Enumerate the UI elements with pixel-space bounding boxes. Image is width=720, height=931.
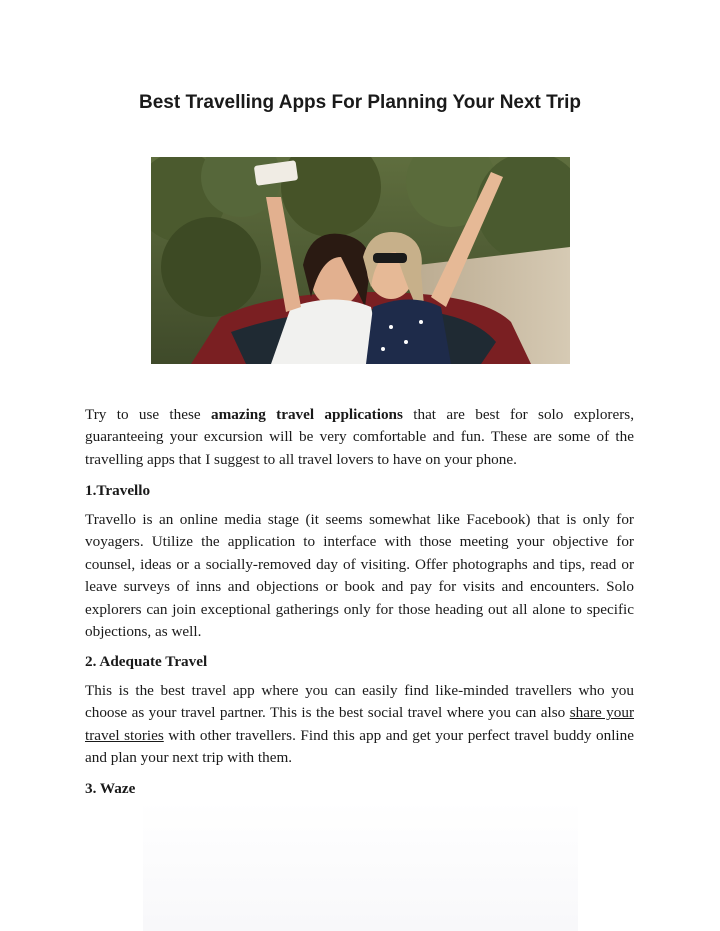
section-heading-travello: 1.Travello — [85, 482, 151, 499]
intro-bold-text: amazing travel applications — [210, 406, 403, 423]
photo-two-women-selfie-icon — [151, 157, 570, 364]
adequate-travel-text-before-link: This is the best travel app where you can easily find like-minded travellers who you choose as your travel partner. This is the best social travel where you can also — [85, 682, 634, 722]
section-heading-waze: 3. Waze — [85, 780, 136, 797]
share-travel-stories-link[interactable]: share your travel stories — [85, 704, 634, 744]
intro-paragraph — [85, 404, 634, 471]
adequate-travel-text-after-link: with other travellers. Find this app and get your perfect travel buddy online and plan your next trip with them. — [85, 726, 634, 767]
intro-lead-text: Try to use these — [85, 406, 211, 423]
page-bottom-fade — [143, 800, 578, 931]
intro-rest-text: that are best for solo explorers, guaranteeing your excursion will be very comfortable and fun. These are some of the travelling apps that I suggest to all travel lovers to have on your phone. — [85, 406, 634, 468]
section-paragraph-adequate-travel — [85, 680, 634, 770]
page-title: Best Travelling Apps For Planning Your Next Trip — [138, 92, 581, 113]
section-heading-adequate-travel: 2. Adequate Travel — [85, 653, 208, 670]
section-paragraph-travello: Travello is an online media stage (it seems somewhat like Facebook) that is only for voyagers. Utilize the application to interface with those meeting your objective for counsel, ideas or a socially-removed day of visiting. Offer photographs and tips, read or leave surveys of inns and objections or book and pay for visits and encounters. Solo explorers can join exceptional gatherings only for those heading out all alone to specific objections, as well. — [85, 511, 634, 641]
hero-image — [151, 157, 570, 364]
